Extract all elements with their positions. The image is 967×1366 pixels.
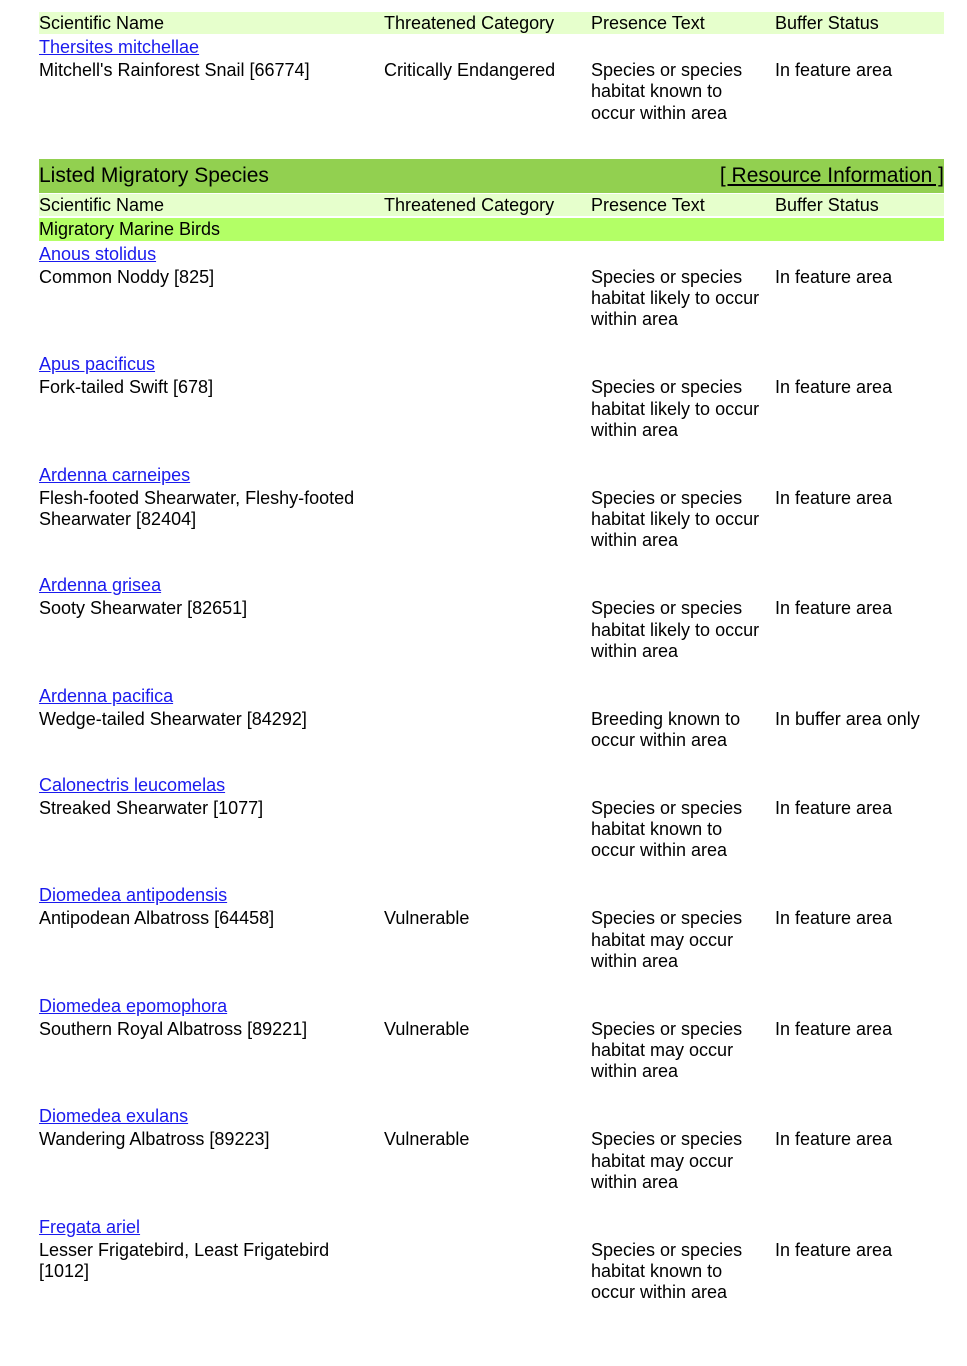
buffer-status: In feature area <box>775 908 893 929</box>
table-row <box>39 265 944 331</box>
presence-text: Species or species habitat may occur within area <box>591 908 743 971</box>
species-record <box>39 464 944 552</box>
table-row <box>39 1238 944 1304</box>
table-row <box>39 486 944 552</box>
common-name: Common Noddy [825] <box>39 266 215 287</box>
table-row <box>39 1017 944 1083</box>
presence-text: Species or species habitat known to occur within area <box>591 1239 743 1303</box>
buffer-status: In feature area <box>775 1239 893 1260</box>
species-record <box>39 36 944 124</box>
common-name: Southern Royal Albatross [89221] <box>39 1018 308 1039</box>
species-record <box>39 243 944 331</box>
species-record <box>39 353 944 441</box>
threatened-category: Vulnerable <box>384 908 470 929</box>
common-name: Fork-tailed Swift [678] <box>39 377 214 398</box>
presence-text: Species or species habitat known to occur within area <box>591 797 743 861</box>
presence-text: Species or species habitat known to occur within area <box>591 60 743 123</box>
species-record <box>39 774 944 862</box>
common-name: Flesh-footed Shearwater, Fleshy-footed Shearwater [82404] <box>39 487 355 530</box>
table-header-threatened <box>39 12 944 34</box>
threatened-category <box>384 488 591 552</box>
species-record <box>39 574 944 662</box>
table-row <box>39 375 944 441</box>
threatened-category <box>384 377 591 441</box>
presence-text: Species or species habitat likely to occur within area <box>591 266 760 330</box>
threatened-category <box>384 798 591 862</box>
common-name: Wedge-tailed Shearwater [84292] <box>39 708 307 729</box>
header-presence-text: Presence Text <box>591 13 705 33</box>
threatened-category <box>384 1240 591 1304</box>
species-report <box>39 12 944 1326</box>
species-list <box>39 243 944 1304</box>
table-row <box>39 707 944 752</box>
threatened-category <box>384 598 591 662</box>
resource-information-link[interactable]: [ Resource Information ] <box>719 163 944 187</box>
species-record <box>39 1216 944 1304</box>
presence-text: Species or species habitat may occur within area <box>591 1018 743 1082</box>
buffer-status: In feature area <box>775 487 893 508</box>
species-link[interactable]: Fregata ariel <box>39 1216 141 1237</box>
threatened-category: Vulnerable <box>384 1129 470 1150</box>
species-link[interactable]: Calonectris leucomelas <box>39 774 226 795</box>
buffer-status: In buffer area only <box>775 708 920 729</box>
header-scientific-name: Scientific Name <box>39 194 165 215</box>
species-record <box>39 884 944 972</box>
species-link[interactable]: Ardenna pacifica <box>39 685 174 706</box>
header-buffer-status: Buffer Status <box>775 13 879 33</box>
table-header-migratory <box>39 194 944 216</box>
buffer-status: In feature area <box>775 1018 893 1039</box>
buffer-status: In feature area <box>775 1129 893 1150</box>
species-link[interactable]: Diomedea epomophora <box>39 995 228 1016</box>
common-name: Lesser Frigatebird, Least Frigatebird [1012] <box>39 1239 330 1282</box>
header-threatened-category: Threatened Category <box>384 194 555 215</box>
threatened-category: Vulnerable <box>384 1018 470 1039</box>
species-link[interactable]: Ardenna carneipes <box>39 464 191 485</box>
threatened-category <box>384 267 591 331</box>
section-title: Listed Migratory Species <box>39 163 269 187</box>
buffer-status: In feature area <box>775 377 893 398</box>
section-header-migratory <box>39 159 944 193</box>
species-record <box>39 1105 944 1193</box>
species-link[interactable]: Diomedea exulans <box>39 1106 189 1127</box>
common-name: Antipodean Albatross [64458] <box>39 908 275 929</box>
species-link[interactable]: Ardenna grisea <box>39 575 162 596</box>
species-link[interactable]: Anous stolidus <box>39 243 157 264</box>
buffer-status: In feature area <box>775 266 893 287</box>
species-link[interactable]: Thersites mitchellae <box>39 37 200 57</box>
presence-text: Species or species habitat likely to occur within area <box>591 598 760 661</box>
buffer-status: In feature area <box>775 598 893 619</box>
buffer-status: In feature area <box>775 797 893 818</box>
presence-text: Breeding known to occur within area <box>591 708 741 751</box>
presence-text: Species or species habitat likely to occur within area <box>591 377 760 440</box>
header-scientific-name: Scientific Name <box>39 13 165 33</box>
species-link[interactable]: Apus pacificus <box>39 354 156 375</box>
species-record <box>39 685 944 752</box>
table-row <box>39 1127 944 1193</box>
table-row <box>39 58 944 124</box>
species-record <box>39 995 944 1083</box>
common-name: Sooty Shearwater [82651] <box>39 598 248 619</box>
buffer-status: In feature area <box>775 60 893 80</box>
table-row <box>39 596 944 662</box>
header-presence-text: Presence Text <box>591 194 705 215</box>
table-row <box>39 906 944 972</box>
common-name: Wandering Albatross [89223] <box>39 1129 270 1150</box>
species-link[interactable]: Diomedea antipodensis <box>39 885 228 906</box>
presence-text: Species or species habitat may occur within area <box>591 1129 743 1192</box>
common-name: Streaked Shearwater [1077] <box>39 797 264 818</box>
presence-text: Species or species habitat likely to occur within area <box>591 487 760 551</box>
threatened-category <box>384 709 591 752</box>
header-threatened-category: Threatened Category <box>384 13 555 33</box>
table-row <box>39 796 944 862</box>
threatened-category: Critically Endangered <box>384 60 556 80</box>
header-buffer-status: Buffer Status <box>775 194 879 215</box>
group-header-marine-birds: Migratory Marine Birds <box>39 218 944 241</box>
common-name: Mitchell's Rainforest Snail [66774] <box>39 60 310 80</box>
